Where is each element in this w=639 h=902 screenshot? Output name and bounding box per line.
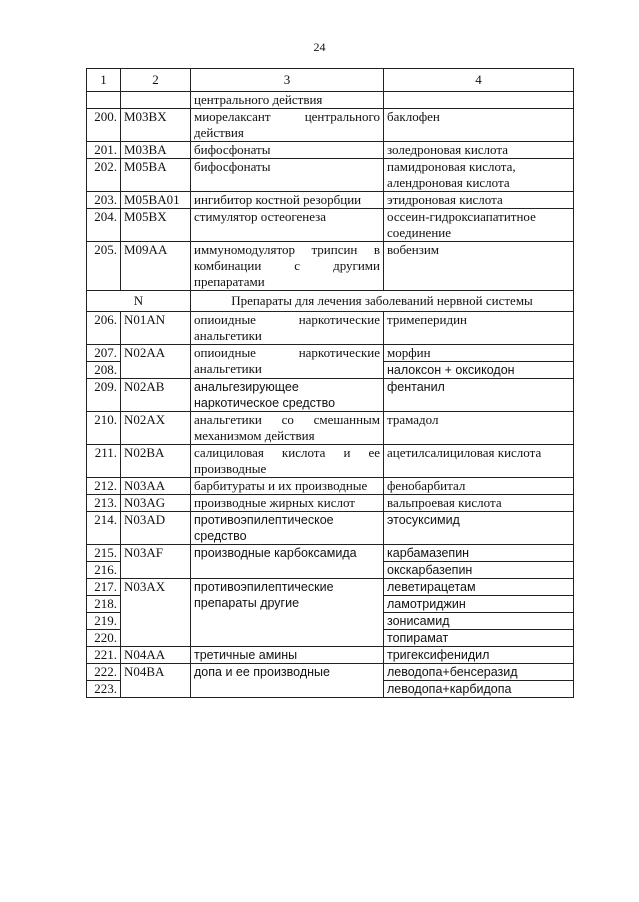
drug-name: морфин	[384, 345, 574, 362]
row-number: 200.	[87, 109, 121, 142]
row-number: 207.	[87, 345, 121, 362]
group-description: барбитураты и их производные	[191, 478, 384, 495]
group-description: производные жирных кислот	[191, 495, 384, 512]
atc-code: N02BA	[121, 445, 191, 478]
header-cell-3: 3	[191, 69, 384, 92]
group-description: бифосфонаты	[191, 142, 384, 159]
table-row	[87, 478, 574, 495]
atc-code: M05BX	[121, 209, 191, 242]
drug-name: леводопа+карбидопа	[384, 681, 574, 698]
group-description: производные карбоксамида	[191, 545, 384, 579]
rows-group-a	[87, 109, 574, 291]
group-description: стимулятор остеогенеза	[191, 209, 384, 242]
row-number: 210.	[87, 412, 121, 445]
header-cell-2: 2	[121, 69, 191, 92]
table-row	[87, 545, 574, 562]
table-row	[87, 664, 574, 681]
atc-code: N02AA	[121, 345, 191, 379]
atc-code: M09AA	[121, 242, 191, 291]
table-row	[87, 445, 574, 478]
group-description: третичные амины	[191, 647, 384, 664]
drug-name: вальпроевая кислота	[384, 495, 574, 512]
row-number: 209.	[87, 379, 121, 412]
group-description: противоэпилептические препараты другие	[191, 579, 384, 647]
atc-code: N03AF	[121, 545, 191, 579]
group-description: опиоидные наркотические анальгетики	[191, 312, 384, 345]
section-title: Препараты для лечения заболеваний нервной системы	[191, 291, 574, 312]
table-row	[87, 142, 574, 159]
row-number: 213.	[87, 495, 121, 512]
group-description: миорелаксант центрального действия	[191, 109, 384, 142]
table-header-row	[87, 69, 574, 92]
atc-code: N02AX	[121, 412, 191, 445]
row-number: 218.	[87, 596, 121, 613]
header-cell-1: 1	[87, 69, 121, 92]
row-number: 216.	[87, 562, 121, 579]
drug-name: оссеин-гидроксиапатитное соединение	[384, 209, 574, 242]
drug-name: тригексифенидил	[384, 647, 574, 664]
table-row	[87, 192, 574, 209]
drug-name: ацетилсалициловая кислота	[384, 445, 574, 478]
group-description: допа и ее производные	[191, 664, 384, 698]
table-row	[87, 495, 574, 512]
table-row	[87, 312, 574, 345]
atc-code: N04AA	[121, 647, 191, 664]
drug-name: вобензим	[384, 242, 574, 291]
table-row	[87, 109, 574, 142]
row-number: 212.	[87, 478, 121, 495]
atc-code: M05BA	[121, 159, 191, 192]
row-number: 223.	[87, 681, 121, 698]
drug-name: памидроновая кислота, алендроновая кислота	[384, 159, 574, 192]
drug-name: баклофен	[384, 109, 574, 142]
row-number: 204.	[87, 209, 121, 242]
section-letter: N	[87, 291, 191, 312]
atc-code: M05BA01	[121, 192, 191, 209]
drug-name: этидроновая кислота	[384, 192, 574, 209]
drug-name: золедроновая кислота	[384, 142, 574, 159]
drug-name: фенобарбитал	[384, 478, 574, 495]
group-description: анальгезирующее наркотическое средство	[191, 379, 384, 412]
table-row	[87, 345, 574, 362]
drug-name: ламотриджин	[384, 596, 574, 613]
continuation-desc: центрального действия	[191, 92, 384, 109]
header-cell-4: 4	[384, 69, 574, 92]
atc-code: N03AD	[121, 512, 191, 545]
row-number: 202.	[87, 159, 121, 192]
drug-table	[86, 68, 574, 698]
row-number: 211.	[87, 445, 121, 478]
drug-name: леветирацетам	[384, 579, 574, 596]
table-row	[87, 512, 574, 545]
row-number: 217.	[87, 579, 121, 596]
group-description: ингибитор костной резорбции	[191, 192, 384, 209]
drug-name: карбамазепин	[384, 545, 574, 562]
row-number: 221.	[87, 647, 121, 664]
atc-code: N03AA	[121, 478, 191, 495]
row-number: 201.	[87, 142, 121, 159]
row-number: 206.	[87, 312, 121, 345]
row-number: 205.	[87, 242, 121, 291]
drug-name: леводопа+бенсеразид	[384, 664, 574, 681]
page-number: 24	[313, 40, 326, 54]
group-description: противоэпилептическое средство	[191, 512, 384, 545]
row-number: 220.	[87, 630, 121, 647]
group-description: опиоидные наркотические анальгетики	[191, 345, 384, 379]
row-number: 222.	[87, 664, 121, 681]
atc-code: N04BA	[121, 664, 191, 698]
drug-name: зонисамид	[384, 613, 574, 630]
section-row	[87, 291, 574, 312]
drug-name: этосуксимид	[384, 512, 574, 545]
table-row	[87, 579, 574, 596]
drug-name: налоксон + оксикодон	[384, 362, 574, 379]
row-number: 208.	[87, 362, 121, 379]
table-row	[87, 242, 574, 291]
group-description: салициловая кислота и ее производные	[191, 445, 384, 478]
atc-code: N01AN	[121, 312, 191, 345]
table-row	[87, 412, 574, 445]
drug-name: трамадол	[384, 412, 574, 445]
row-number: 214.	[87, 512, 121, 545]
drug-name: тримеперидин	[384, 312, 574, 345]
atc-code: N03AG	[121, 495, 191, 512]
atc-code: M03BX	[121, 109, 191, 142]
continuation-row	[87, 92, 574, 109]
group-description: анальгетики со смешанным механизмом действия	[191, 412, 384, 445]
table-row	[87, 647, 574, 664]
atc-code: N02AB	[121, 379, 191, 412]
atc-code: M03BA	[121, 142, 191, 159]
drug-name: топирамат	[384, 630, 574, 647]
drug-name: фентанил	[384, 379, 574, 412]
row-number: 219.	[87, 613, 121, 630]
table-row	[87, 379, 574, 412]
row-number: 215.	[87, 545, 121, 562]
table-row	[87, 159, 574, 192]
row-number: 203.	[87, 192, 121, 209]
group-description: бифосфонаты	[191, 159, 384, 192]
table-row	[87, 209, 574, 242]
group-description: иммуномодулятор трипсин в комбинации с другими препаратами	[191, 242, 384, 291]
drug-name: окскарбазепин	[384, 562, 574, 579]
atc-code: N03AX	[121, 579, 191, 647]
